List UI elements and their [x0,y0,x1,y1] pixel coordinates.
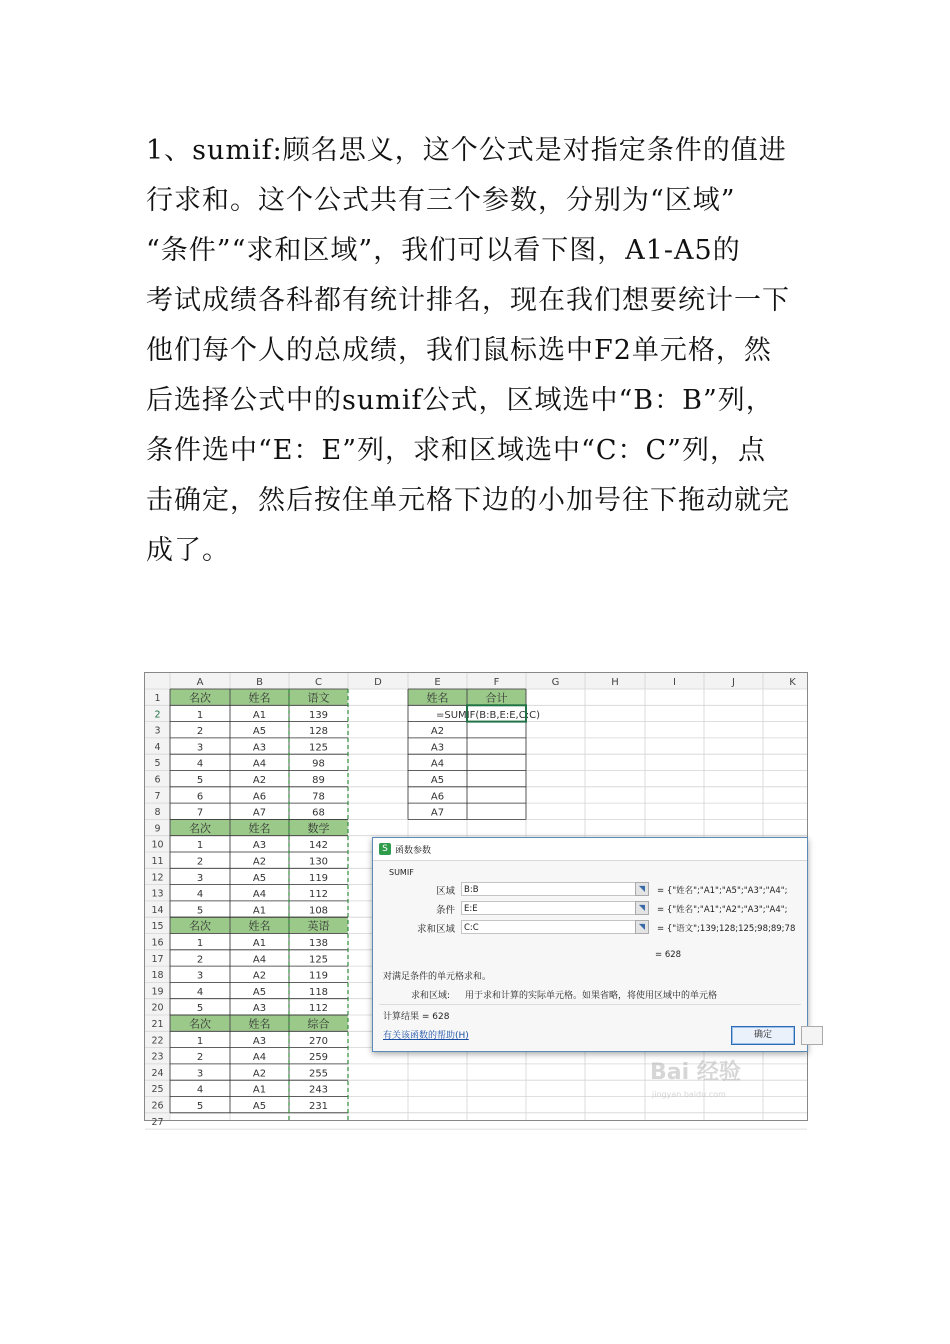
paragraph-line: 成了。 [146,535,230,566]
row-number: 16 [151,937,164,949]
argument-result: = {"姓名";"A1";"A5";"A3";"A4"; [657,886,788,896]
cell-value: A5 [252,986,267,998]
cell-value: 3 [196,872,204,884]
cell-value: 255 [308,1068,329,1080]
spreadsheet-app-icon: S [379,843,391,855]
argument-result: = {"语文";139;128;125;98;89;78 [657,924,796,934]
argument-label: 条件 [435,905,455,916]
cell-value: A3 [430,742,445,754]
row-number: 9 [154,823,161,835]
cell-value: 4 [196,889,204,901]
row-number: 23 [151,1051,164,1063]
cell-value: 姓名 [248,919,271,933]
row-number: 15 [151,921,164,933]
row-number: 17 [151,953,164,965]
cell-value: 112 [308,889,329,901]
cell-value: A5 [430,775,445,786]
cell-value: 68 [312,807,325,819]
row-number: 11 [151,856,164,867]
cell-value: 2 [196,726,204,738]
cell-value: 125 [308,742,329,754]
cell-value: A7 [252,807,267,819]
argument-help-label: 求和区域: [411,991,451,1001]
cell-value: 4 [196,758,204,770]
cell-value: 4 [196,1084,204,1096]
function-arguments-dialog [372,837,808,1052]
cell-value: A1 [252,1084,267,1096]
cell-value: 3 [196,1068,204,1080]
cell-value: 125 [308,954,329,966]
cell-value: 姓名 [248,1017,271,1031]
cell-value: 名次 [189,1017,211,1031]
column-header: G [551,677,560,688]
column-header: A [196,677,204,688]
argument-input[interactable]: E:E [461,901,647,915]
column-header: E [434,677,441,688]
cell-value: 108 [308,905,329,917]
cell-value: 1 [196,1035,204,1047]
cell-value: 数学 [307,821,330,835]
cell-value: 139 [308,709,329,721]
collapse-dialog-icon[interactable]: ◥ [635,901,649,915]
cell-value: 名次 [189,919,211,933]
watermark-url: jingyan.baidu.com [652,1090,726,1099]
cell-value: A4 [252,889,267,901]
cell-value: 6 [196,791,204,803]
column-header: I [673,677,676,688]
paragraph-line: 1、sumif:顾名思义，这个公式是对指定条件的值进 [146,135,787,166]
cell-value: A4 [252,954,267,966]
cell-value: 128 [308,726,329,738]
argument-input[interactable]: B:B [461,882,647,896]
column-header: D [374,677,382,688]
argument-input[interactable]: C:C [461,920,647,934]
cell-value: A2 [252,1068,267,1080]
column-header: K [789,677,796,688]
cell-value: 5 [196,1003,204,1015]
dialog-titlebar [373,838,807,861]
row-number: 26 [151,1100,164,1112]
cell-value: 231 [308,1101,329,1112]
cell-value: A7 [430,807,445,819]
argument-label: 区域 [435,886,455,897]
row-number: 5 [154,758,161,770]
paragraph-line: 考试成绩各科都有统计排名，现在我们想要统计一下 [146,285,790,316]
cell-value: 姓名 [248,691,271,705]
watermark-logo: Bai 经验 [650,1060,741,1085]
cell-value: 4 [196,986,204,998]
formula-text: =SUMIF(B:B,E:E,C:C) [436,709,540,721]
cell-value: A1 [252,709,267,721]
argument-help-text: 用于求和计算的实际单元格。如果省略，将使用区域中的单元格 [465,991,718,1001]
row-number: 13 [151,888,164,900]
cell-value: A4 [252,1052,267,1064]
paragraph-line: “条件”“求和区域”，我们可以看下图，A1-A5的 [146,235,741,266]
collapse-dialog-icon[interactable]: ◥ [635,920,649,934]
row-number: 18 [151,970,164,982]
row-number: 27 [151,1116,164,1128]
function-description: 对满足条件的单元格求和。 [383,972,492,982]
cell-value: 130 [308,856,329,868]
cell-value: 英语 [307,919,330,933]
cell-value: 5 [196,905,204,917]
cell-value: 2 [196,856,204,868]
cell-value: A5 [252,1101,267,1112]
cell-value: A3 [252,1035,267,1047]
cell-value: 名次 [189,821,211,835]
cell-value: A5 [252,726,267,738]
calculation-result: 计算结果 = 628 [383,1012,450,1022]
cell-value: A6 [252,791,267,803]
row-number: 1 [154,693,161,704]
row-number: 2 [154,709,161,721]
cell-value: A1 [252,905,267,917]
cell-value: 7 [196,807,204,819]
cell-value: 2 [196,954,204,966]
cell-value: 合计 [485,691,508,705]
cell-value: 138 [308,938,329,949]
row-number: 21 [151,1019,164,1030]
column-header: C [315,677,322,688]
row-number: 25 [151,1084,164,1096]
cell-value: 5 [196,775,204,786]
cell-value: A5 [252,872,267,884]
cell-value: A1 [252,938,267,949]
column-header: H [611,677,619,688]
cell-value: 5 [196,1101,204,1112]
function-name: SUMIF [389,868,414,877]
cell-value: A4 [430,758,445,770]
row-number: 19 [151,986,164,998]
cell-value: 89 [312,775,325,786]
help-link[interactable] [383,1028,469,1041]
row-number: 6 [154,774,161,786]
row-number: 12 [151,872,164,884]
cell-value: 语文 [307,691,330,705]
column-header: B [256,677,263,688]
collapse-dialog-icon[interactable]: ◥ [635,882,649,896]
cell-value: 3 [196,742,204,754]
cell-value: 243 [308,1084,329,1096]
cell-value: 118 [308,986,329,998]
paragraph-line: 他们每个人的总成绩，我们鼠标选中F2单元格，然 [146,335,772,366]
cell-value: 119 [308,970,329,982]
row-number: 22 [151,1035,164,1047]
cell-value: 1 [196,938,204,949]
cell-value: 142 [308,840,329,852]
column-header: J [732,677,735,688]
cell-value: 1 [196,709,204,721]
argument-label: 求和区域 [416,924,455,935]
paragraph-line: 后选择公式中的sumif公式，区域选中“B：B”列， [146,385,774,416]
paragraph-line: 条件选中“E：E”列，求和区域选中“C：C”列，点 [146,435,766,466]
cell-value: 119 [308,872,329,884]
row-number: 7 [154,790,161,802]
argument-result: = {"姓名";"A1";"A2";"A3";"A4"; [657,905,788,915]
row-number: 4 [154,741,161,753]
cell-value: 名次 [189,691,211,705]
cell-value: A3 [252,742,267,754]
cell-value: 112 [308,1003,329,1015]
paragraph [146,126,810,576]
help-link-text[interactable]: 有关该函数的帮助(H) [383,1031,469,1041]
divider [379,1004,801,1005]
cell-value: 1 [196,840,204,852]
cell-value: 98 [312,758,325,770]
row-number: 24 [151,1067,164,1079]
paragraph-line: 击确定，然后按住单元格下边的小加号往下拖动就完 [146,485,790,516]
cell-value: 2 [196,1052,204,1064]
row-number: 10 [151,839,164,851]
cell-value: A2 [252,856,267,868]
cell-value: 259 [308,1052,329,1064]
cell-value: 78 [312,791,325,803]
cell-value: A4 [252,758,267,770]
cell-value: 3 [196,970,204,982]
column-header-bar [145,673,807,689]
row-number: 8 [154,807,161,819]
cancel-button[interactable] [801,1026,823,1045]
row-number: 14 [151,904,164,916]
cell-value: A3 [252,1003,267,1015]
column-header: F [493,677,500,688]
ok-button[interactable]: 确定 [731,1026,795,1045]
cell-value: 姓名 [248,821,271,835]
total-result: = 628 [655,950,682,960]
cell-value: A2 [252,970,267,982]
dialog-title: 函数参数 [395,846,432,856]
cell-value: 姓名 [426,691,449,705]
cell-value: 综合 [307,1017,330,1031]
row-number: 20 [151,1002,164,1014]
cell-value: A3 [252,840,267,852]
cell-value: 270 [308,1035,329,1047]
cell-value: A2 [430,726,445,738]
cell-value: A2 [252,775,267,786]
paragraph-line: 行求和。这个公式共有三个参数，分别为“区域” [146,185,736,216]
cell-value: A6 [430,791,445,803]
row-number: 3 [154,725,161,737]
argument-list [373,882,807,942]
